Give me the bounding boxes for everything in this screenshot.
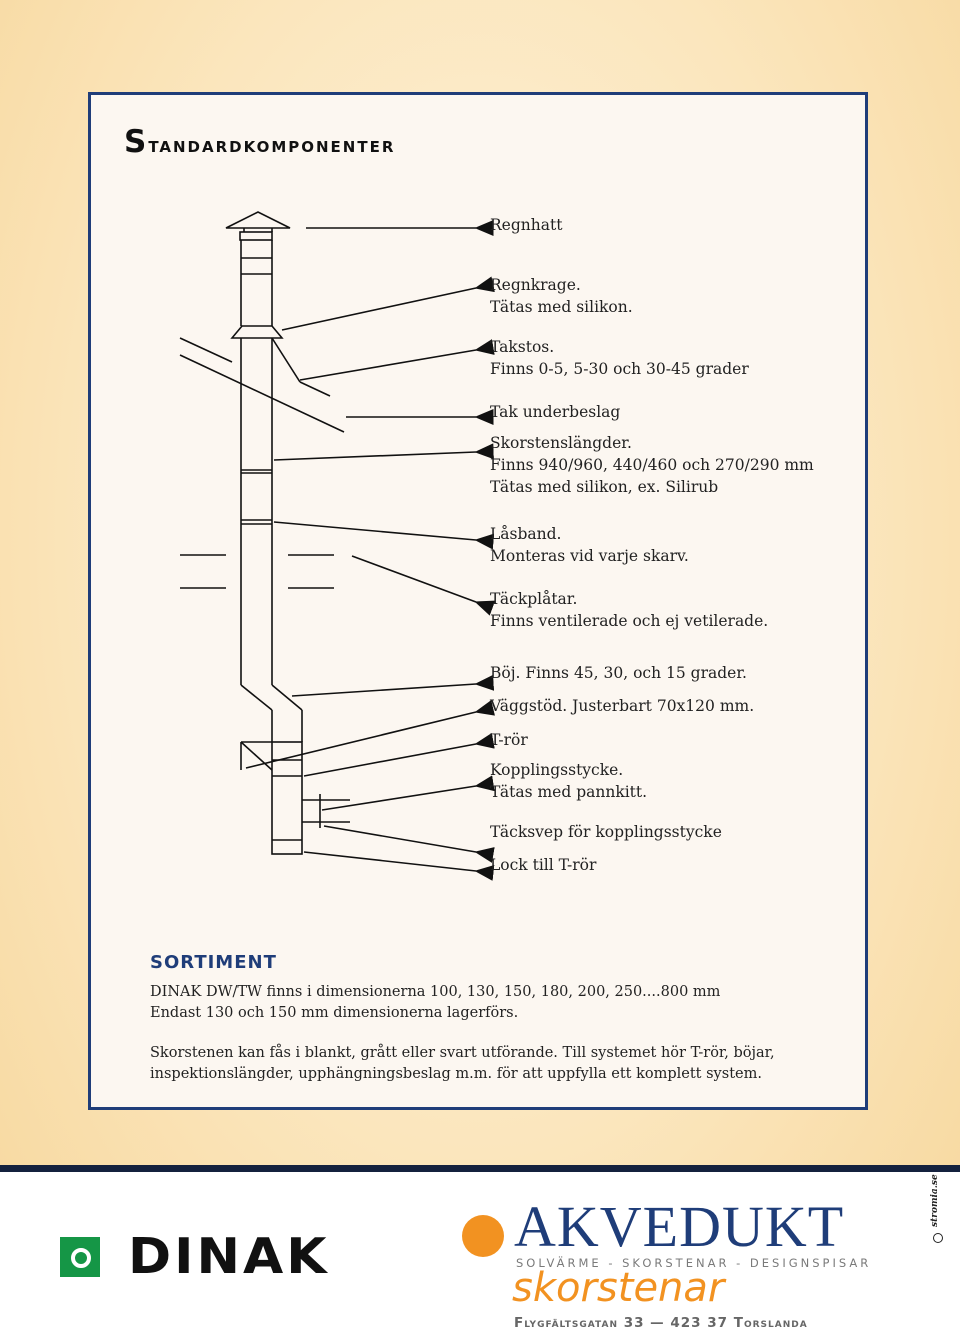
arrow-regnkrage xyxy=(282,288,476,330)
pointer-arrows xyxy=(246,228,476,871)
label-line: Skorstenslängder. xyxy=(490,434,632,452)
label-line: Regnkrage. xyxy=(490,276,581,294)
label-tackplatar xyxy=(490,588,768,632)
chimney-diagram xyxy=(90,200,810,900)
arrow-takstos xyxy=(300,350,476,380)
page-title: Standardkomponenter xyxy=(124,124,396,160)
sortiment-text-2: Endast 130 och 150 mm dimensionerna lagerförs. xyxy=(150,1005,519,1021)
label-boj xyxy=(490,662,747,684)
label-line: Takstos. xyxy=(490,338,555,356)
label-regnkrage xyxy=(490,274,633,318)
arrow-boj xyxy=(292,684,476,696)
footer-divider xyxy=(0,1165,960,1172)
arrow-tacksvep xyxy=(324,826,476,852)
credit-logo-icon xyxy=(933,1233,943,1243)
arrow-vaggstod xyxy=(246,712,476,768)
label-line: Väggstöd. Justerbart 70x120 mm. xyxy=(490,697,755,715)
label-line: Finns 0-5, 5-30 och 30-45 grader xyxy=(490,360,749,378)
sortiment-text-4: inspektionslängder, upphängningsbeslag m.m. för att uppfylla ett komplett system. xyxy=(150,1066,762,1082)
label-line: Kopplingsstycke. xyxy=(490,761,624,779)
company-address: Flygfältsgatan 33 — 423 37 Torslanda xyxy=(514,1315,808,1331)
sortiment-heading: SORTIMENT xyxy=(150,952,277,973)
label-line: Tätas med silikon, ex. Silirub xyxy=(490,478,719,496)
akvedukt-subtitle: skorstenar xyxy=(512,1265,725,1311)
rain-collar-shape xyxy=(232,326,282,338)
arrow-t-ror xyxy=(304,744,476,776)
label-line: Låsband. xyxy=(490,525,562,543)
label-line: Täcksvep för kopplingsstycke xyxy=(490,823,722,841)
label-line: Lock till T-rör xyxy=(490,856,597,874)
label-line: Tätas med pannkitt. xyxy=(490,783,648,801)
akvedukt-tagline: SOLVÄRME - SKORSTENAR - DESIGNSPISAR xyxy=(516,1256,872,1270)
label-line: Finns 940/960, 440/460 och 270/290 mm xyxy=(490,456,814,474)
label-tak-underbeslag xyxy=(490,401,620,423)
label-t-ror xyxy=(490,729,528,751)
dinak-logo-text: DINAK xyxy=(128,1228,330,1286)
sortiment-text-1: DINAK DW/TW finns i dimensionerna 100, 130, 150, 180, 200, 250....800 mm xyxy=(150,984,721,1000)
label-line: Böj. Finns 45, 30, och 15 grader. xyxy=(490,664,747,682)
label-line: Regnhatt xyxy=(490,216,563,234)
label-kopplingsstycke xyxy=(490,759,647,803)
arrow-kopplingsstycke xyxy=(322,786,476,810)
label-lasband xyxy=(490,523,689,567)
akvedukt-logo-dot-icon xyxy=(462,1215,504,1257)
label-line: Monteras vid varje skarv. xyxy=(490,547,689,565)
label-line: Finns ventilerade och ej vetilerade. xyxy=(490,612,769,630)
arrow-lasband xyxy=(274,522,476,540)
label-lock-t-ror xyxy=(490,854,596,876)
footer xyxy=(0,1165,960,1332)
rain-hat-shape xyxy=(226,212,290,228)
label-vaggstod xyxy=(490,695,754,717)
designer-credit: stromia.se xyxy=(930,1174,940,1227)
akvedukt-logo-name: AKVEDUKT xyxy=(514,1194,845,1259)
label-takstos xyxy=(490,336,749,380)
label-skorstenslangder xyxy=(490,432,814,498)
arrow-tackplatar xyxy=(352,556,476,602)
label-tacksvep xyxy=(490,821,722,843)
label-regnhatt xyxy=(490,214,562,236)
label-line: Täckplåtar. xyxy=(490,590,578,608)
chimney-drawing xyxy=(180,212,350,854)
arrow-skorstenslangder xyxy=(274,452,476,460)
label-line: T-rör xyxy=(490,731,528,749)
label-line: Tak underbeslag xyxy=(490,403,621,421)
label-line: Tätas med silikon. xyxy=(490,298,633,316)
sortiment-text-3: Skorstenen kan fås i blankt, grått eller svart utförande. Till systemet hör T-rör, böjar, xyxy=(150,1045,775,1061)
arrow-lock-t-ror xyxy=(304,852,476,871)
dinak-logo-icon xyxy=(60,1237,100,1277)
